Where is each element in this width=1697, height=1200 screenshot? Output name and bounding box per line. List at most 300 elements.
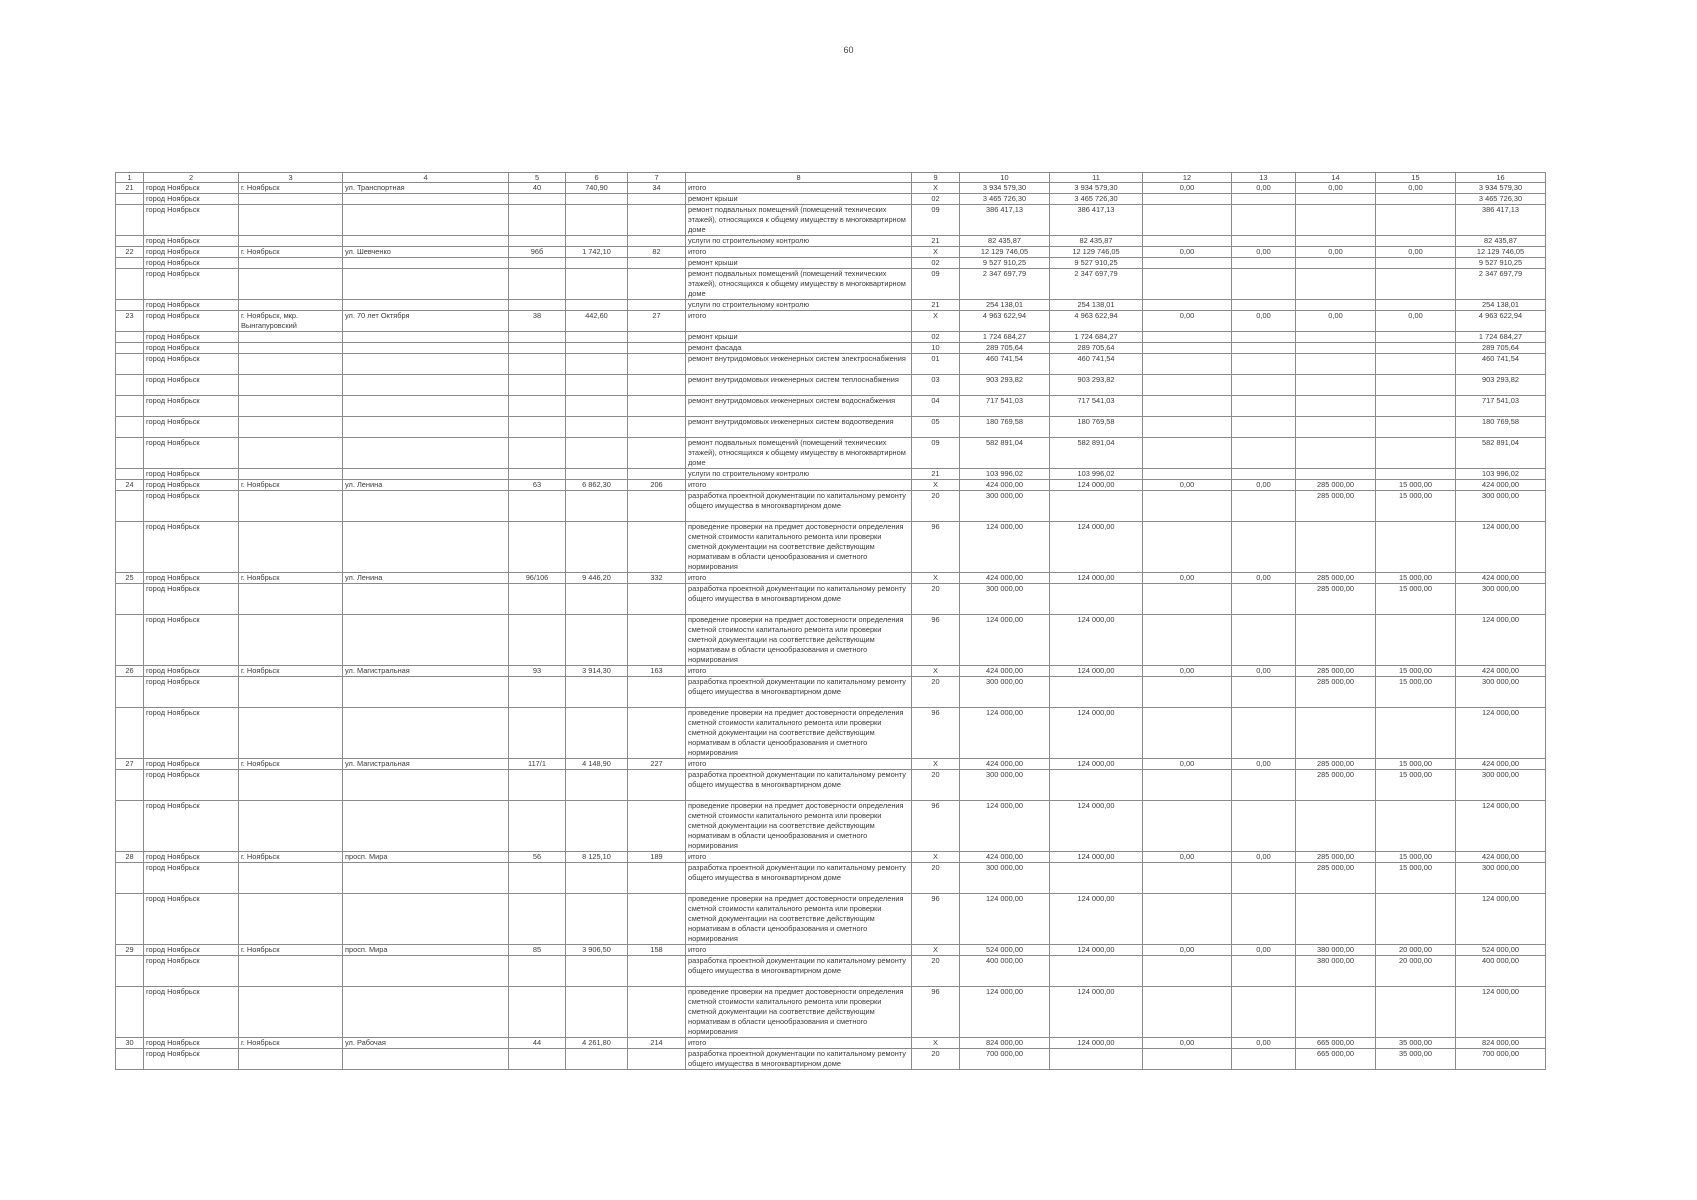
table-cell: 124 000,00 xyxy=(1050,894,1143,945)
column-header: 13 xyxy=(1232,173,1296,183)
table-cell: 903 293,82 xyxy=(960,375,1050,396)
table-cell xyxy=(1376,343,1456,354)
table-cell xyxy=(566,801,628,852)
table-cell: 386 417,13 xyxy=(960,205,1050,236)
table-cell xyxy=(628,438,686,469)
table-row xyxy=(116,343,1546,354)
table-cell xyxy=(1296,894,1376,945)
table-cell: 0,00 xyxy=(1232,759,1296,770)
table-cell xyxy=(343,801,509,852)
table-cell: 15 000,00 xyxy=(1376,770,1456,801)
table-cell: город Ноябрьск xyxy=(144,311,239,332)
table-cell: 27 xyxy=(628,311,686,332)
table-cell: город Ноябрьск xyxy=(144,522,239,573)
table-cell xyxy=(1143,205,1232,236)
table-cell: г. Ноябрьск xyxy=(239,945,343,956)
table-cell xyxy=(1296,354,1376,375)
table-cell: 0,00 xyxy=(1232,311,1296,332)
table-cell: просп. Мира xyxy=(343,852,509,863)
table-cell: 717 541,03 xyxy=(1050,396,1143,417)
table-cell xyxy=(1143,332,1232,343)
table-cell xyxy=(1143,258,1232,269)
table-cell: 124 000,00 xyxy=(1050,666,1143,677)
table-cell xyxy=(566,438,628,469)
table-cell: 09 xyxy=(912,438,960,469)
table-cell xyxy=(1376,615,1456,666)
table-cell: город Ноябрьск xyxy=(144,770,239,801)
table-cell xyxy=(628,258,686,269)
table-cell xyxy=(239,801,343,852)
table-cell: 0,00 xyxy=(1376,247,1456,258)
table-cell xyxy=(239,894,343,945)
table-cell xyxy=(509,770,566,801)
table-cell xyxy=(1296,236,1376,247)
table-cell xyxy=(1232,615,1296,666)
table-cell: 12 129 746,05 xyxy=(1050,247,1143,258)
table-cell xyxy=(343,1049,509,1070)
table-cell xyxy=(1232,469,1296,480)
table-cell: 180 769,58 xyxy=(1050,417,1143,438)
table-cell xyxy=(1376,469,1456,480)
table-cell xyxy=(239,469,343,480)
table-cell xyxy=(239,584,343,615)
table-cell: г. Ноябрьск xyxy=(239,573,343,584)
table-cell: 10 xyxy=(912,343,960,354)
table-cell: город Ноябрьск xyxy=(144,801,239,852)
column-header: 12 xyxy=(1143,173,1232,183)
table-cell: 103 996,02 xyxy=(960,469,1050,480)
table-cell xyxy=(566,894,628,945)
table-cell: ремонт внутридомовых инженерных систем электроснабжения xyxy=(686,354,912,375)
table-cell: 103 996,02 xyxy=(1456,469,1546,480)
table-cell: город Ноябрьск xyxy=(144,894,239,945)
table-cell xyxy=(1376,269,1456,300)
table-cell: 3 465 726,30 xyxy=(960,194,1050,205)
table-cell: 285 000,00 xyxy=(1296,852,1376,863)
table-cell: разработка проектной документации по капитальному ремонту общего имущества в многоквартирном доме xyxy=(686,584,912,615)
table-cell xyxy=(628,343,686,354)
table-cell: 82 435,87 xyxy=(960,236,1050,247)
table-cell: 04 xyxy=(912,396,960,417)
table-cell: г. Ноябрьск xyxy=(239,183,343,194)
table-cell xyxy=(116,375,144,396)
table-cell: 0,00 xyxy=(1143,1038,1232,1049)
table-cell: город Ноябрьск xyxy=(144,343,239,354)
table-cell xyxy=(239,677,343,708)
table-cell: город Ноябрьск xyxy=(144,332,239,343)
table-cell: Х xyxy=(912,311,960,332)
table-cell xyxy=(239,375,343,396)
table-cell: 96б xyxy=(509,247,566,258)
table-cell: 0,00 xyxy=(1232,480,1296,491)
table-cell: 124 000,00 xyxy=(1456,708,1546,759)
table-cell xyxy=(116,987,144,1038)
table-cell xyxy=(1296,708,1376,759)
table-row xyxy=(116,945,1546,956)
table-cell: итого xyxy=(686,666,912,677)
table-cell: 1 742,10 xyxy=(566,247,628,258)
table-cell xyxy=(1050,863,1143,894)
table-row xyxy=(116,770,1546,801)
table-cell: 289 705,64 xyxy=(960,343,1050,354)
table-cell: 117/1 xyxy=(509,759,566,770)
table-cell: ремонт внутридомовых инженерных систем теплоснабжения xyxy=(686,375,912,396)
table-cell xyxy=(509,522,566,573)
table-cell xyxy=(1143,987,1232,1038)
table-cell: город Ноябрьск xyxy=(144,480,239,491)
table-cell xyxy=(343,438,509,469)
table-cell: 25 xyxy=(116,573,144,584)
table-cell xyxy=(343,584,509,615)
table-cell xyxy=(509,469,566,480)
table-cell xyxy=(1050,677,1143,708)
table-cell: 15 000,00 xyxy=(1376,759,1456,770)
table-row xyxy=(116,1049,1546,1070)
table-cell: 05 xyxy=(912,417,960,438)
table-cell xyxy=(566,258,628,269)
table-cell: город Ноябрьск xyxy=(144,438,239,469)
table-cell: 3 914,30 xyxy=(566,666,628,677)
table-cell xyxy=(1232,801,1296,852)
table-cell: ул. Шевченко xyxy=(343,247,509,258)
table-cell: 380 000,00 xyxy=(1296,956,1376,987)
table-cell xyxy=(1296,375,1376,396)
table-cell: 56 xyxy=(509,852,566,863)
table-cell xyxy=(1050,956,1143,987)
page-number: 60 xyxy=(843,45,854,55)
table-cell xyxy=(239,354,343,375)
table-cell: 2 347 697,79 xyxy=(1050,269,1143,300)
table-cell: 0,00 xyxy=(1376,311,1456,332)
table-cell: 189 xyxy=(628,852,686,863)
table-cell xyxy=(628,396,686,417)
table-cell xyxy=(1050,770,1143,801)
table-cell: 0,00 xyxy=(1376,183,1456,194)
table-cell: 0,00 xyxy=(1232,247,1296,258)
table-cell xyxy=(509,438,566,469)
table-cell xyxy=(566,396,628,417)
table-cell: 9 527 910,25 xyxy=(1456,258,1546,269)
table-cell xyxy=(566,205,628,236)
table-cell xyxy=(566,236,628,247)
table-body xyxy=(116,183,1546,1070)
table-cell xyxy=(343,332,509,343)
table-cell: 300 000,00 xyxy=(1456,677,1546,708)
table-cell: 424 000,00 xyxy=(1456,666,1546,677)
table-cell xyxy=(1232,894,1296,945)
table-cell xyxy=(1143,770,1232,801)
table-cell: ул. Магистральная xyxy=(343,759,509,770)
table-cell xyxy=(628,863,686,894)
table-cell: 8 125,10 xyxy=(566,852,628,863)
table-cell xyxy=(566,194,628,205)
table-cell xyxy=(1232,194,1296,205)
table-cell xyxy=(1143,894,1232,945)
table-cell xyxy=(509,863,566,894)
table-cell: 96/106 xyxy=(509,573,566,584)
table-cell: 15 000,00 xyxy=(1376,852,1456,863)
table-cell: город Ноябрьск xyxy=(144,759,239,770)
table-cell: итого xyxy=(686,759,912,770)
table-cell xyxy=(343,300,509,311)
table-cell xyxy=(1143,956,1232,987)
table-cell xyxy=(628,491,686,522)
table-cell: 524 000,00 xyxy=(960,945,1050,956)
table-cell xyxy=(566,491,628,522)
table-cell: итого xyxy=(686,945,912,956)
table-cell: 285 000,00 xyxy=(1296,677,1376,708)
table-cell: город Ноябрьск xyxy=(144,615,239,666)
table-cell: 300 000,00 xyxy=(960,770,1050,801)
table-cell: ул. Рабочая xyxy=(343,1038,509,1049)
table-cell: 424 000,00 xyxy=(960,666,1050,677)
table-cell: 124 000,00 xyxy=(960,522,1050,573)
table-cell xyxy=(1232,236,1296,247)
table-cell: ремонт крыши xyxy=(686,332,912,343)
column-header: 11 xyxy=(1050,173,1143,183)
table-cell xyxy=(343,236,509,247)
table-cell: 386 417,13 xyxy=(1050,205,1143,236)
table-cell xyxy=(343,770,509,801)
table-cell: 15 000,00 xyxy=(1376,666,1456,677)
table-cell: 20 000,00 xyxy=(1376,945,1456,956)
table-cell xyxy=(1232,438,1296,469)
table-cell: город Ноябрьск xyxy=(144,852,239,863)
table-cell: 3 465 726,30 xyxy=(1050,194,1143,205)
table-row xyxy=(116,258,1546,269)
table-cell: ул. Магистральная xyxy=(343,666,509,677)
table-cell: г. Ноябрьск xyxy=(239,480,343,491)
table-cell: 0,00 xyxy=(1296,247,1376,258)
table-cell xyxy=(1232,300,1296,311)
table-row xyxy=(116,894,1546,945)
table-cell: 96 xyxy=(912,987,960,1038)
table-cell xyxy=(1143,801,1232,852)
table-cell: услуги по строительному контролю xyxy=(686,469,912,480)
table-cell: 582 891,04 xyxy=(1456,438,1546,469)
table-cell xyxy=(1376,258,1456,269)
table-cell xyxy=(1376,236,1456,247)
table-cell xyxy=(1296,615,1376,666)
table-cell: услуги по строительному контролю xyxy=(686,236,912,247)
table-cell: 124 000,00 xyxy=(1050,945,1143,956)
table-cell xyxy=(239,770,343,801)
table-cell xyxy=(116,269,144,300)
table-cell: ул. Ленина xyxy=(343,573,509,584)
table-cell xyxy=(628,469,686,480)
table-cell xyxy=(1376,708,1456,759)
table-cell xyxy=(343,469,509,480)
table-cell: разработка проектной документации по капитальному ремонту общего имущества в многоквартирном доме xyxy=(686,491,912,522)
table-cell xyxy=(116,708,144,759)
table-cell xyxy=(1296,417,1376,438)
table-cell xyxy=(116,522,144,573)
table-cell: 09 xyxy=(912,205,960,236)
table-cell: 2 347 697,79 xyxy=(1456,269,1546,300)
table-cell xyxy=(1376,396,1456,417)
table-cell xyxy=(1376,375,1456,396)
table-cell: 214 xyxy=(628,1038,686,1049)
table-cell: 300 000,00 xyxy=(960,584,1050,615)
table-cell: 285 000,00 xyxy=(1296,666,1376,677)
table-cell: 254 138,01 xyxy=(960,300,1050,311)
table-cell: 28 xyxy=(116,852,144,863)
table-cell: 289 705,64 xyxy=(1050,343,1143,354)
table-cell xyxy=(116,332,144,343)
table-cell: 26 xyxy=(116,666,144,677)
table-cell: г. Ноябрьск xyxy=(239,852,343,863)
column-header: 14 xyxy=(1296,173,1376,183)
table-cell: Х xyxy=(912,183,960,194)
table-cell: 0,00 xyxy=(1143,666,1232,677)
table-cell: 424 000,00 xyxy=(960,759,1050,770)
table-cell: ремонт внутридомовых инженерных систем водоотведения xyxy=(686,417,912,438)
table-cell xyxy=(343,194,509,205)
table-cell xyxy=(239,1049,343,1070)
table-cell xyxy=(628,615,686,666)
table-cell: 300 000,00 xyxy=(960,491,1050,522)
table-cell xyxy=(1296,194,1376,205)
table-cell xyxy=(509,615,566,666)
table-cell: 300 000,00 xyxy=(1456,491,1546,522)
column-header: 1 xyxy=(116,173,144,183)
table-cell xyxy=(628,354,686,375)
table-cell xyxy=(343,205,509,236)
table-cell xyxy=(1143,343,1232,354)
table-row xyxy=(116,863,1546,894)
table-cell xyxy=(1050,1049,1143,1070)
table-cell xyxy=(566,300,628,311)
table-cell xyxy=(239,956,343,987)
table-cell xyxy=(1296,987,1376,1038)
table-cell: 3 934 579,30 xyxy=(960,183,1050,194)
table-cell xyxy=(1143,584,1232,615)
table-cell: ремонт внутридомовых инженерных систем водоснабжения xyxy=(686,396,912,417)
table-cell: 442,60 xyxy=(566,311,628,332)
table-cell: 15 000,00 xyxy=(1376,677,1456,708)
table-cell xyxy=(116,677,144,708)
table-cell: 254 138,01 xyxy=(1456,300,1546,311)
table-cell: 96 xyxy=(912,894,960,945)
table-cell xyxy=(509,1049,566,1070)
table-cell: 29 xyxy=(116,945,144,956)
table-cell: 206 xyxy=(628,480,686,491)
table-cell xyxy=(509,396,566,417)
table-row xyxy=(116,573,1546,584)
table-cell: 582 891,04 xyxy=(960,438,1050,469)
table-cell: просп. Мира xyxy=(343,945,509,956)
table-cell: 300 000,00 xyxy=(960,677,1050,708)
table-cell: 4 148,90 xyxy=(566,759,628,770)
table-cell: город Ноябрьск xyxy=(144,417,239,438)
table-cell: 02 xyxy=(912,258,960,269)
table-cell: итого xyxy=(686,311,912,332)
table-cell: 20 xyxy=(912,1049,960,1070)
table-cell: 824 000,00 xyxy=(1456,1038,1546,1049)
table-cell: 124 000,00 xyxy=(1050,1038,1143,1049)
table-cell: г. Ноябрьск xyxy=(239,247,343,258)
table-cell: 665 000,00 xyxy=(1296,1049,1376,1070)
table-cell: 82 435,87 xyxy=(1050,236,1143,247)
table-cell xyxy=(509,375,566,396)
table-cell xyxy=(1296,396,1376,417)
table-cell: 9 527 910,25 xyxy=(1050,258,1143,269)
table-cell xyxy=(343,354,509,375)
table-cell xyxy=(628,584,686,615)
table-cell: 460 741,54 xyxy=(960,354,1050,375)
table-cell: 96 xyxy=(912,801,960,852)
table-cell: 27 xyxy=(116,759,144,770)
table-cell: город Ноябрьск xyxy=(144,573,239,584)
table-cell: разработка проектной документации по капитальному ремонту общего имущества в многоквартирном доме xyxy=(686,677,912,708)
table-cell: 21 xyxy=(116,183,144,194)
column-header: 4 xyxy=(343,173,509,183)
table-cell: 124 000,00 xyxy=(960,894,1050,945)
table-cell xyxy=(1232,677,1296,708)
table-cell: 285 000,00 xyxy=(1296,491,1376,522)
table-cell: 903 293,82 xyxy=(1456,375,1546,396)
table-cell xyxy=(1143,417,1232,438)
table-row xyxy=(116,205,1546,236)
table-cell: 740,90 xyxy=(566,183,628,194)
table-cell: разработка проектной документации по капитальному ремонту общего имущества в многоквартирном доме xyxy=(686,863,912,894)
table-cell xyxy=(509,801,566,852)
table-cell xyxy=(566,863,628,894)
table-cell xyxy=(628,1049,686,1070)
table-cell: 424 000,00 xyxy=(1456,852,1546,863)
table-cell: 582 891,04 xyxy=(1050,438,1143,469)
table-cell: 124 000,00 xyxy=(960,615,1050,666)
table-cell xyxy=(566,615,628,666)
table-cell: город Ноябрьск xyxy=(144,354,239,375)
table-cell: 20 xyxy=(912,677,960,708)
table-cell: ремонт подвальных помещений (помещений технических этажей), относящихся к общему имуществу в многоквартирном доме xyxy=(686,205,912,236)
table-cell xyxy=(116,258,144,269)
table-cell: 20 xyxy=(912,863,960,894)
table-cell: 0,00 xyxy=(1232,945,1296,956)
table-cell xyxy=(1143,708,1232,759)
table-cell: 124 000,00 xyxy=(1050,987,1143,1038)
table-cell: Х xyxy=(912,247,960,258)
table-cell xyxy=(1296,522,1376,573)
table-cell: 96 xyxy=(912,708,960,759)
table-cell xyxy=(116,615,144,666)
table-cell: 300 000,00 xyxy=(1456,584,1546,615)
table-cell xyxy=(239,269,343,300)
table-cell xyxy=(509,332,566,343)
table-cell: 15 000,00 xyxy=(1376,584,1456,615)
table-cell: 21 xyxy=(912,300,960,311)
table-cell xyxy=(628,770,686,801)
table-cell xyxy=(1143,375,1232,396)
table-cell: 300 000,00 xyxy=(960,863,1050,894)
table-cell: 332 xyxy=(628,573,686,584)
table-cell xyxy=(566,332,628,343)
table-cell xyxy=(628,522,686,573)
table-cell xyxy=(116,354,144,375)
table-cell: город Ноябрьск xyxy=(144,677,239,708)
table-cell xyxy=(1232,332,1296,343)
table-cell: город Ноябрьск xyxy=(144,708,239,759)
table-cell: итого xyxy=(686,247,912,258)
table-cell: 380 000,00 xyxy=(1296,945,1376,956)
table-cell: ул. Ленина xyxy=(343,480,509,491)
table-cell xyxy=(1296,205,1376,236)
table-cell xyxy=(628,801,686,852)
table-cell: 0,00 xyxy=(1232,666,1296,677)
table-cell xyxy=(566,469,628,480)
table-row xyxy=(116,183,1546,194)
